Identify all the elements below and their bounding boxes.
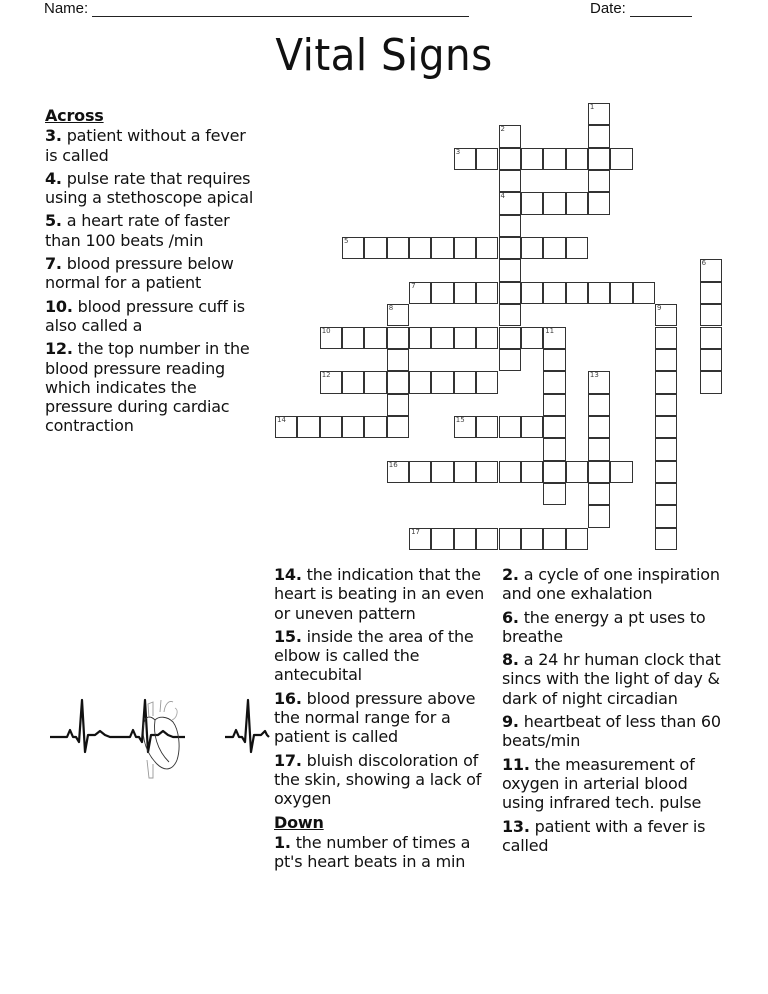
- grid-cell[interactable]: [543, 349, 565, 371]
- grid-cell[interactable]: [499, 148, 521, 170]
- grid-cell[interactable]: [588, 438, 610, 460]
- grid-cell[interactable]: [521, 237, 543, 259]
- grid-cell[interactable]: [499, 170, 521, 192]
- grid-cell[interactable]: [655, 483, 677, 505]
- clue-number: 4.: [45, 168, 62, 188]
- clue-text: the energy a pt uses to breathe: [502, 607, 706, 646]
- grid-cell[interactable]: [521, 528, 543, 550]
- grid-cell[interactable]: [476, 461, 498, 483]
- grid-cell[interactable]: [320, 327, 342, 349]
- clue-number: 9.: [502, 712, 519, 732]
- grid-cell[interactable]: [454, 282, 476, 304]
- grid-cell[interactable]: [342, 327, 364, 349]
- grid-cell[interactable]: [499, 528, 521, 550]
- grid-cell[interactable]: [499, 259, 521, 281]
- clue-number: 1.: [274, 832, 291, 852]
- grid-cell[interactable]: [476, 416, 498, 438]
- cell-number: 6: [701, 259, 707, 268]
- grid-cell[interactable]: [610, 282, 632, 304]
- grid-cell[interactable]: [588, 483, 610, 505]
- grid-cell[interactable]: [521, 148, 543, 170]
- clue-across-14: [274, 565, 499, 623]
- grid-cell[interactable]: [499, 416, 521, 438]
- grid-cell[interactable]: [342, 237, 364, 259]
- grid-cell[interactable]: [476, 282, 498, 304]
- clue-down-11: [502, 755, 727, 813]
- grid-cell[interactable]: [610, 148, 632, 170]
- cell-number: 4: [500, 192, 505, 201]
- grid-cell[interactable]: [387, 237, 409, 259]
- grid-cell[interactable]: [499, 192, 521, 214]
- grid-cell[interactable]: [431, 327, 453, 349]
- cell-number: 11: [545, 326, 555, 335]
- date-label: Date:: [590, 0, 626, 17]
- grid-cell[interactable]: [476, 371, 498, 393]
- across-heading: Across: [45, 106, 104, 125]
- grid-cell[interactable]: [543, 327, 565, 349]
- grid-cell[interactable]: [409, 461, 431, 483]
- grid-cell[interactable]: [700, 371, 722, 393]
- heart-ecg-icon: [45, 690, 270, 780]
- grid-cell[interactable]: [566, 282, 588, 304]
- grid-cell[interactable]: [454, 461, 476, 483]
- grid-cell[interactable]: [342, 371, 364, 393]
- grid-cell[interactable]: [566, 148, 588, 170]
- grid-cell[interactable]: [387, 349, 409, 371]
- grid-cell[interactable]: [655, 349, 677, 371]
- date-blank-line[interactable]: [630, 2, 692, 17]
- clue-across-4: [45, 169, 255, 208]
- grid-cell[interactable]: [364, 237, 386, 259]
- grid-cell[interactable]: [409, 371, 431, 393]
- grid-cell[interactable]: [655, 371, 677, 393]
- grid-cell[interactable]: [431, 528, 453, 550]
- grid-cell[interactable]: [543, 192, 565, 214]
- heart-icon: [143, 700, 179, 778]
- grid-cell[interactable]: [566, 461, 588, 483]
- grid-cell[interactable]: [610, 461, 632, 483]
- grid-cell[interactable]: [387, 394, 409, 416]
- grid-cell[interactable]: [499, 304, 521, 326]
- grid-cell[interactable]: [543, 461, 565, 483]
- grid-cell[interactable]: [588, 416, 610, 438]
- grid-cell[interactable]: [431, 461, 453, 483]
- grid-cell[interactable]: [633, 282, 655, 304]
- grid-cell[interactable]: [297, 416, 319, 438]
- clue-number: 2.: [502, 565, 519, 584]
- clue-text: the measurement of oxygen in arterial blood using infrared tech. pulse: [502, 754, 702, 813]
- grid-cell[interactable]: [543, 528, 565, 550]
- grid-cell[interactable]: [655, 416, 677, 438]
- grid-cell[interactable]: [431, 371, 453, 393]
- grid-cell[interactable]: [476, 528, 498, 550]
- clue-across-7: [45, 254, 255, 293]
- clue-across-10: [45, 297, 255, 336]
- grid-cell[interactable]: [588, 461, 610, 483]
- grid-cell[interactable]: [521, 192, 543, 214]
- cell-number: 13: [589, 371, 599, 380]
- cell-number: 15: [455, 415, 465, 424]
- grid-cell[interactable]: [521, 282, 543, 304]
- down-heading: Down: [274, 812, 324, 832]
- grid-cell[interactable]: [409, 528, 431, 550]
- grid-cell[interactable]: [499, 282, 521, 304]
- clue-across-12: [45, 339, 255, 435]
- grid-cell[interactable]: [543, 483, 565, 505]
- grid-cell[interactable]: [543, 282, 565, 304]
- clue-across-16: [274, 689, 499, 747]
- grid-cell[interactable]: [521, 327, 543, 349]
- across-clues-column-2: [274, 565, 499, 875]
- grid-cell[interactable]: [454, 327, 476, 349]
- clue-number: 12.: [45, 339, 73, 359]
- clue-text: blood pressure cuff is also called a: [45, 296, 245, 335]
- grid-cell[interactable]: [700, 327, 722, 349]
- grid-cell[interactable]: [543, 394, 565, 416]
- grid-cell[interactable]: [521, 461, 543, 483]
- grid-cell[interactable]: [588, 394, 610, 416]
- cell-number: 16: [388, 460, 398, 469]
- clue-text: the number of times a pt's heart beats in a min: [274, 832, 471, 872]
- clue-down-2: [502, 565, 727, 604]
- grid-cell[interactable]: [655, 394, 677, 416]
- cell-number: 9: [656, 304, 662, 313]
- grid-cell[interactable]: [387, 371, 409, 393]
- grid-cell[interactable]: [409, 282, 431, 304]
- grid-cell[interactable]: [566, 237, 588, 259]
- grid-cell[interactable]: [454, 416, 476, 438]
- grid-cell[interactable]: [431, 282, 453, 304]
- grid-cell[interactable]: [364, 416, 386, 438]
- date-field[interactable]: [590, 0, 692, 17]
- grid-cell[interactable]: [387, 327, 409, 349]
- grid-cell[interactable]: [476, 327, 498, 349]
- grid-cell[interactable]: [588, 170, 610, 192]
- grid-cell[interactable]: [543, 237, 565, 259]
- grid-cell[interactable]: [521, 416, 543, 438]
- cell-number: 14: [277, 415, 286, 424]
- grid-cell[interactable]: [387, 304, 409, 326]
- grid-cell[interactable]: [364, 371, 386, 393]
- clue-number: 16.: [274, 688, 302, 708]
- clue-down-1: [274, 833, 499, 872]
- grid-cell[interactable]: [543, 438, 565, 460]
- cell-number: 12: [321, 371, 331, 380]
- clue-text: patient with a fever is called: [502, 816, 706, 855]
- clue-text: the top number in the blood pressure reading which indicates the pressure during cardiac contraction: [45, 339, 250, 436]
- clue-down-9: [502, 712, 727, 751]
- grid-cell[interactable]: [431, 237, 453, 259]
- grid-cell[interactable]: [543, 416, 565, 438]
- clue-text: blood pressure above the normal range for a patient is called: [274, 688, 476, 747]
- clue-number: 14.: [274, 565, 302, 584]
- clue-text: a cycle of one inspiration and one exhalation: [502, 565, 720, 604]
- name-label: Name:: [44, 0, 89, 17]
- clue-text: patient without a fever is called: [45, 126, 246, 165]
- grid-cell[interactable]: [499, 349, 521, 371]
- grid-cell[interactable]: [588, 371, 610, 393]
- grid-cell[interactable]: [566, 192, 588, 214]
- grid-cell[interactable]: [655, 304, 677, 326]
- grid-cell[interactable]: [655, 461, 677, 483]
- clue-across-15: [274, 627, 499, 685]
- grid-cell[interactable]: [320, 416, 342, 438]
- grid-cell[interactable]: [499, 215, 521, 237]
- grid-cell[interactable]: [476, 148, 498, 170]
- cell-number: 3: [455, 147, 461, 156]
- clue-across-5: [45, 211, 255, 250]
- grid-cell[interactable]: [499, 461, 521, 483]
- clue-number: 10.: [45, 296, 73, 316]
- grid-cell[interactable]: [655, 528, 677, 550]
- clue-down-13: [502, 817, 727, 856]
- grid-cell[interactable]: [387, 461, 409, 483]
- grid-cell[interactable]: [499, 125, 521, 147]
- grid-cell[interactable]: [409, 237, 431, 259]
- clue-number: 13.: [502, 816, 530, 836]
- clue-number: 15.: [274, 626, 302, 646]
- clue-number: 6.: [502, 607, 519, 627]
- grid-cell[interactable]: [588, 192, 610, 214]
- grid-cell[interactable]: [700, 282, 722, 304]
- clue-text: inside the area of the elbow is called the antecubital: [274, 626, 474, 685]
- clue-text: a heart rate of faster than 100 beats /min: [45, 211, 230, 250]
- grid-cell[interactable]: [588, 282, 610, 304]
- clue-number: 11.: [502, 754, 530, 774]
- grid-cell[interactable]: [499, 327, 521, 349]
- grid-cell[interactable]: [700, 304, 722, 326]
- grid-cell[interactable]: [409, 327, 431, 349]
- grid-cell[interactable]: [543, 371, 565, 393]
- grid-cell[interactable]: [454, 528, 476, 550]
- grid-cell[interactable]: [588, 505, 610, 527]
- clue-text: bluish discoloration of the skin, showing a lack of oxygen: [274, 750, 482, 809]
- cell-number: 7: [411, 281, 416, 290]
- grid-cell[interactable]: [454, 371, 476, 393]
- grid-cell[interactable]: [454, 237, 476, 259]
- clue-across-17: [274, 751, 499, 809]
- grid-cell[interactable]: [700, 259, 722, 281]
- cell-number: 17: [411, 527, 421, 536]
- clue-down-8: [502, 650, 727, 708]
- grid-cell[interactable]: [342, 416, 364, 438]
- clue-text: blood pressure below normal for a patient: [45, 254, 234, 293]
- down-clues-column: [502, 565, 727, 859]
- grid-cell[interactable]: [364, 327, 386, 349]
- name-field[interactable]: [44, 0, 469, 17]
- page-title: Vital Signs: [275, 30, 493, 81]
- clue-number: 3.: [45, 126, 62, 146]
- clue-text: the indication that the heart is beating in an even or uneven pattern: [274, 565, 485, 623]
- across-clues-column-1: [45, 106, 255, 440]
- cell-number: 1: [589, 103, 595, 111]
- grid-cell[interactable]: [700, 349, 722, 371]
- grid-cell[interactable]: [476, 237, 498, 259]
- grid-cell[interactable]: [588, 125, 610, 147]
- grid-cell[interactable]: [320, 371, 342, 393]
- grid-cell[interactable]: [387, 416, 409, 438]
- grid-cell[interactable]: [588, 103, 610, 125]
- grid-cell[interactable]: [499, 237, 521, 259]
- cell-number: 8: [388, 304, 394, 313]
- grid-cell[interactable]: [588, 148, 610, 170]
- clue-down-6: [502, 608, 727, 647]
- grid-cell[interactable]: [655, 505, 677, 527]
- clue-across-3: [45, 126, 255, 165]
- name-blank-line[interactable]: [92, 2, 469, 17]
- clue-number: 7.: [45, 254, 62, 274]
- grid-cell[interactable]: [655, 327, 677, 349]
- grid-cell[interactable]: [566, 528, 588, 550]
- clue-text: pulse rate that requires using a stethoscope apical: [45, 168, 254, 208]
- clue-number: 17.: [274, 750, 302, 770]
- crossword-grid: [275, 103, 725, 555]
- clue-number: 5.: [45, 211, 62, 231]
- clue-text: a 24 hr human clock that sincs with the light of day & dark of night circadian: [502, 650, 721, 708]
- cell-number: 5: [344, 237, 349, 246]
- clue-number: 8.: [502, 650, 519, 670]
- grid-cell[interactable]: [543, 148, 565, 170]
- grid-cell[interactable]: [655, 438, 677, 460]
- grid-cell[interactable]: [275, 416, 297, 438]
- clue-text: heartbeat of less than 60 beats/min: [502, 712, 721, 751]
- cell-number: 10: [321, 326, 331, 335]
- cell-number: 2: [500, 125, 505, 134]
- grid-cell[interactable]: [454, 148, 476, 170]
